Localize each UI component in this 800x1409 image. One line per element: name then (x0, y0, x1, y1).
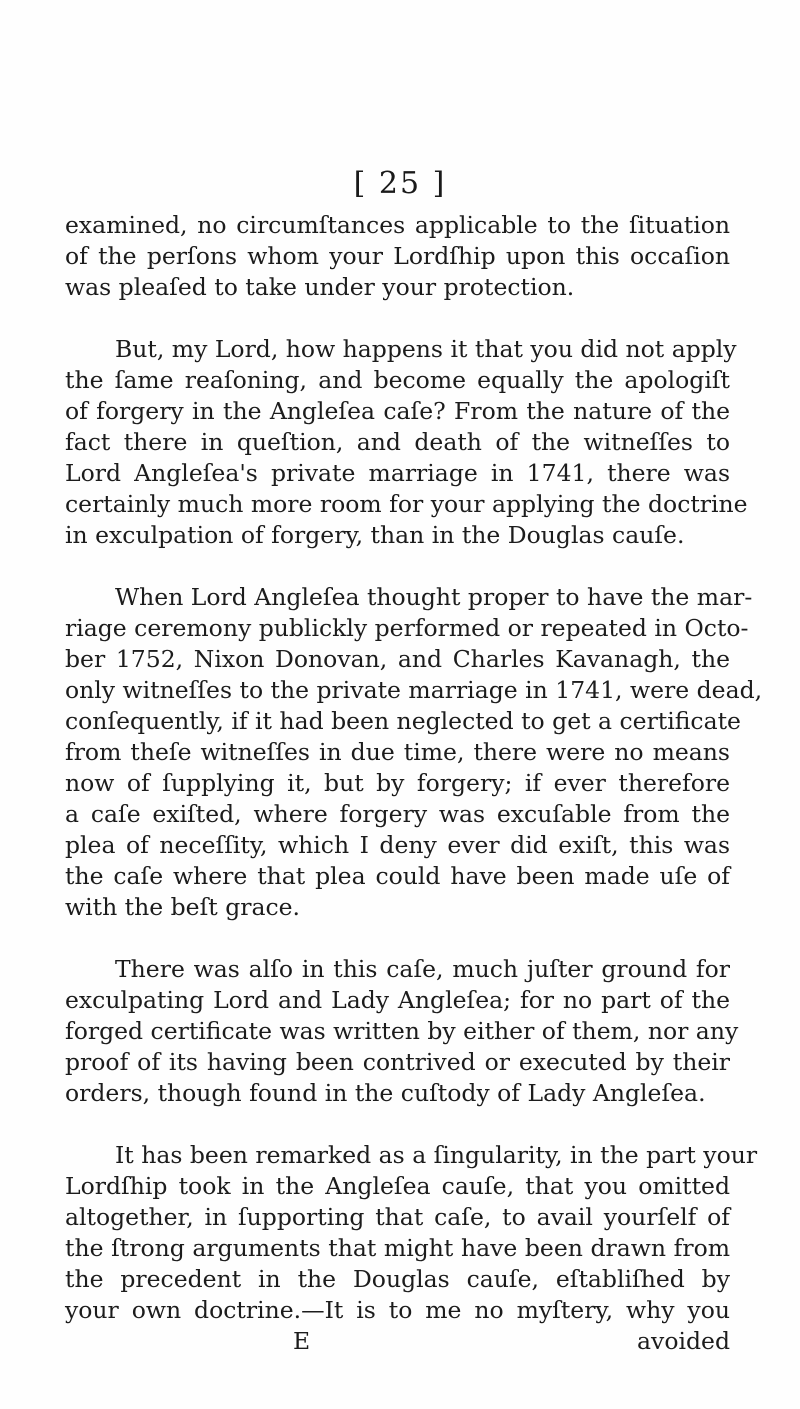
text-line: your own doctrine.—It is to me no myſtery, why you (65, 1296, 730, 1324)
text-line: the caſe where that plea could have been made uſe of (65, 862, 730, 890)
catchword: avoided (637, 1327, 730, 1355)
text-line: of the perſons whom your Lordſhip upon this occaſion (65, 242, 730, 270)
text-line: from theſe witneſſes in due time, there were no means (65, 738, 730, 766)
text-line: the precedent in the Douglas cauſe, eſtabliſhed by (65, 1265, 730, 1293)
body-text (65, 210, 763, 1357)
text-line: There was alſo in this caſe, much juſter ground for (115, 955, 730, 983)
signature-mark: E (293, 1327, 311, 1355)
text-line: It has been remarked as a ſingularity, in the part your (115, 1141, 758, 1169)
text-line: of forgery in the Angleſea caſe? From the nature of the (65, 397, 730, 425)
text-line: examined, no circumſtances applicable to the ſituation (65, 211, 730, 239)
paragraph (65, 582, 763, 923)
text-line: a caſe exiſted, where forgery was excuſable from the (65, 800, 730, 828)
text-line: now of ſupplying it, but by forgery; if ever therefore (65, 769, 730, 797)
text-line: the ſtrong arguments that might have been drawn from (65, 1234, 730, 1262)
paragraph (65, 1140, 758, 1326)
paragraph (65, 210, 730, 303)
text-line: Lordſhip took in the Angleſea cauſe, that you omitted (65, 1172, 730, 1200)
text-line: altogether, in ſupporting that caſe, to avail yourſelf of (65, 1203, 730, 1231)
page-footer (65, 1326, 730, 1357)
text-line: fact there in queſtion, and death of the witneſſes to (65, 428, 730, 456)
text-line: the ſame reaſoning, and become equally the apologiſt (65, 366, 730, 394)
text-line: ber 1752, Nixon Donovan, and Charles Kavanagh, the (65, 645, 730, 673)
text-line: certainly much more room for your applying the doctrine (65, 490, 748, 518)
text-line: exculpating Lord and Lady Angleſea; for no part of the (65, 986, 730, 1014)
paragraph (65, 954, 739, 1109)
text-line: in exculpation of forgery, than in the Douglas cauſe. (65, 521, 685, 549)
text-line: forged certificate was written by either of them, nor any (65, 1017, 739, 1045)
text-line: riage ceremony publickly performed or repeated in Octo- (65, 614, 749, 642)
text-line: with the beſt grace. (65, 893, 301, 921)
text-line: But, my Lord, how happens it that you did not apply (115, 335, 737, 363)
paragraph (65, 334, 748, 551)
text-line: conſequently, if it had been neglected to get a certificate (65, 707, 741, 735)
text-line: was pleaſed to take under your protection. (65, 273, 575, 301)
text-line: orders, though found in the cuſtody of Lady Angleſea. (65, 1079, 706, 1107)
page-number: [ 25 ] (353, 166, 447, 201)
text-line: only witneſſes to the private marriage in 1741, were dead, (65, 676, 763, 704)
text-line: plea of neceſſity, which I deny ever did exiſt, this was (65, 831, 730, 859)
text-line: When Lord Angleſea thought proper to have the mar- (115, 583, 753, 611)
text-line: proof of its having been contrived or executed by their (65, 1048, 730, 1076)
text-line: Lord Angleſea's private marriage in 1741, there was (65, 459, 730, 487)
